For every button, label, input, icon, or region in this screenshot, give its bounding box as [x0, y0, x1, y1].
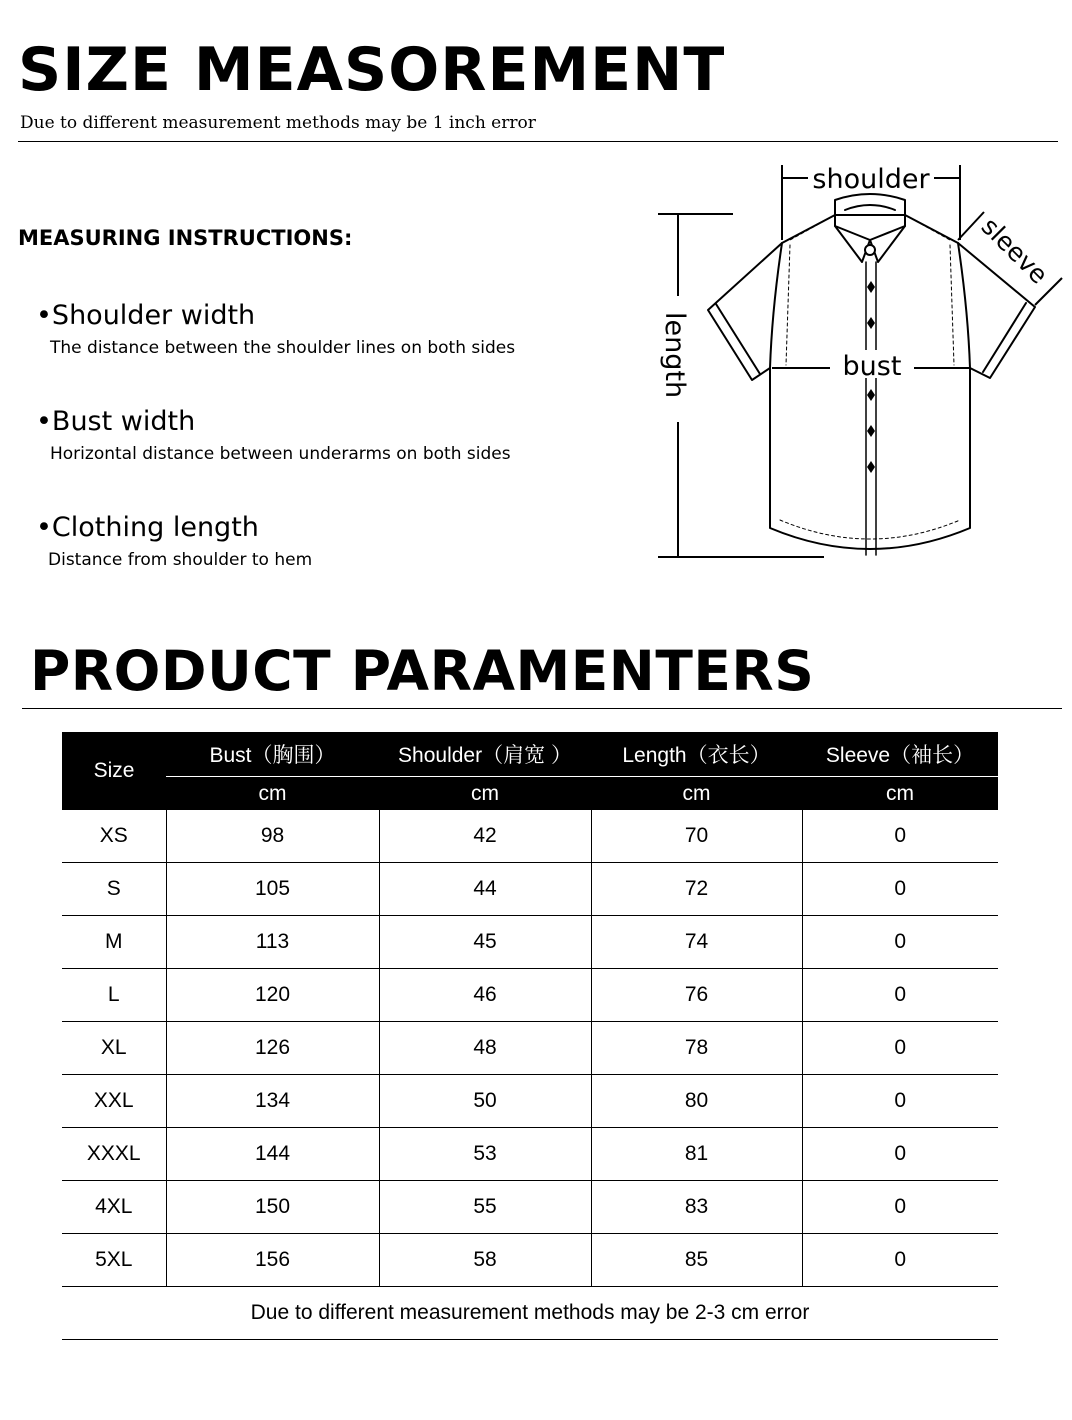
cell-bust: 113 [166, 916, 379, 969]
shirt-diagram [640, 150, 1072, 570]
table-row [62, 1128, 998, 1181]
cell-bust: 134 [166, 1075, 379, 1128]
instructions-heading: MEASURING INSTRUCTIONS: [18, 226, 353, 250]
shoulder-label: shoulder [812, 164, 930, 195]
table-row [62, 1181, 998, 1234]
instruction-desc-bust: Horizontal distance between underarms on both sides [50, 444, 511, 464]
size-table [62, 732, 998, 1340]
cell-bust: 98 [166, 810, 379, 863]
header-shoulder: Shoulder（肩宽 ） [379, 732, 591, 777]
unit-shoulder: cm [379, 777, 591, 811]
table-row [62, 916, 998, 969]
cell-length: 74 [591, 916, 802, 969]
cell-sleeve: 0 [802, 863, 998, 916]
cell-shoulder: 45 [379, 916, 591, 969]
cell-bust: 126 [166, 1022, 379, 1075]
page-title: SIZE MEASOREMENT [18, 35, 726, 105]
cell-length: 70 [591, 810, 802, 863]
cell-shoulder: 50 [379, 1075, 591, 1128]
header-bust: Bust（胸围） [166, 732, 379, 777]
cell-length: 76 [591, 969, 802, 1022]
cell-length: 78 [591, 1022, 802, 1075]
cell-size: XS [62, 810, 166, 863]
cell-sleeve: 0 [802, 1022, 998, 1075]
page-subtitle: Due to different measurement methods may be 1 inch error [20, 113, 536, 133]
cell-size: L [62, 969, 166, 1022]
cell-bust: 144 [166, 1128, 379, 1181]
cell-length: 83 [591, 1181, 802, 1234]
table-row [62, 1022, 998, 1075]
cell-shoulder: 53 [379, 1128, 591, 1181]
cell-shoulder: 42 [379, 810, 591, 863]
table-row [62, 810, 998, 863]
table-row [62, 863, 998, 916]
cell-sleeve: 0 [802, 810, 998, 863]
cell-length: 72 [591, 863, 802, 916]
table-note-row [62, 1287, 998, 1340]
divider [18, 141, 1058, 142]
cell-shoulder: 58 [379, 1234, 591, 1287]
header-length: Length（衣长） [591, 732, 802, 777]
bust-label: bust [842, 351, 902, 382]
product-title: PRODUCT PARAMENTERS [30, 639, 815, 703]
cell-length: 85 [591, 1234, 802, 1287]
cell-size: M [62, 916, 166, 969]
cell-bust: 120 [166, 969, 379, 1022]
instruction-title-bust: •Bust width [36, 406, 196, 437]
instruction-title-shoulder: •Shoulder width [36, 300, 256, 331]
table-note: Due to different measurement methods may be 2-3 cm error [62, 1287, 998, 1340]
instruction-desc-shoulder: The distance between the shoulder lines on both sides [50, 338, 516, 358]
cell-size: 4XL [62, 1181, 166, 1234]
cell-length: 81 [591, 1128, 802, 1181]
header-sleeve: Sleeve（袖长） [802, 732, 998, 777]
cell-sleeve: 0 [802, 969, 998, 1022]
table-unit-row [62, 777, 998, 811]
cell-sleeve: 0 [802, 1234, 998, 1287]
table-row [62, 969, 998, 1022]
cell-sleeve: 0 [802, 1075, 998, 1128]
cell-sleeve: 0 [802, 1128, 998, 1181]
cell-bust: 156 [166, 1234, 379, 1287]
cell-length: 80 [591, 1075, 802, 1128]
cell-size: XL [62, 1022, 166, 1075]
table-header-row [62, 732, 998, 777]
cell-size: S [62, 863, 166, 916]
cell-size: XXL [62, 1075, 166, 1128]
cell-bust: 150 [166, 1181, 379, 1234]
instruction-title-length: •Clothing length [36, 512, 259, 543]
divider [22, 708, 1062, 709]
cell-bust: 105 [166, 863, 379, 916]
length-label: length [659, 312, 690, 399]
instruction-desc-length: Distance from shoulder to hem [48, 550, 313, 570]
unit-sleeve: cm [802, 777, 998, 811]
table-row [62, 1075, 998, 1128]
cell-shoulder: 46 [379, 969, 591, 1022]
table-row [62, 1234, 998, 1287]
cell-sleeve: 0 [802, 916, 998, 969]
cell-size: XXXL [62, 1128, 166, 1181]
cell-shoulder: 55 [379, 1181, 591, 1234]
cell-sleeve: 0 [802, 1181, 998, 1234]
unit-length: cm [591, 777, 802, 811]
sleeve-label: sleeve [975, 211, 1054, 290]
cell-shoulder: 44 [379, 863, 591, 916]
header-size: Size [62, 732, 166, 810]
cell-size: 5XL [62, 1234, 166, 1287]
unit-bust: cm [166, 777, 379, 811]
cell-shoulder: 48 [379, 1022, 591, 1075]
